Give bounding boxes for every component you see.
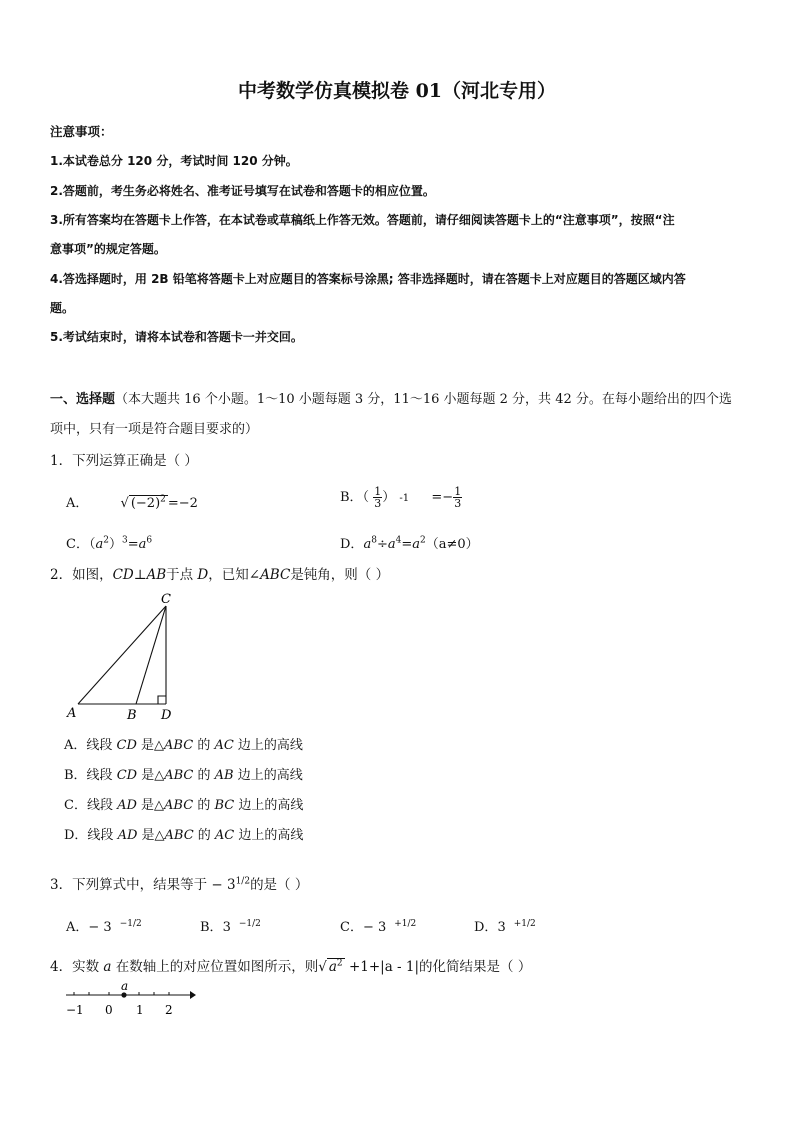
text: 是△ — [136, 798, 165, 813]
exponent: -1 — [399, 493, 410, 504]
note-line: 2.答题前，考生务必将姓名、准考证号填写在试卷和答题卡的相应位置。 — [50, 184, 435, 198]
numerator: 1 — [454, 485, 462, 498]
section-desc-cont: 项中，只有一项是符合题目要求的） — [50, 422, 259, 437]
fraction — [373, 486, 382, 509]
q2-option-d — [64, 824, 303, 843]
exponent: −1/2 — [238, 918, 261, 929]
q1-option-b — [340, 486, 462, 509]
q1-option-c — [66, 533, 152, 552]
label-d: D — [161, 708, 172, 723]
note-line: 题。 — [50, 301, 75, 315]
q2-stem — [50, 563, 389, 583]
exponent: 2 — [420, 535, 426, 546]
exponent: +1/2 — [394, 918, 417, 929]
exponent: 3 — [121, 535, 128, 546]
point: D — [197, 567, 209, 583]
segment: CD — [116, 768, 138, 783]
q3-option-d — [474, 916, 536, 935]
note-line: 3.所有答案均在答题卡上作答，在本试卷或草稿纸上作答无效。答题前，请仔细阅读答题卡上的“注意事项”，按照“注 — [50, 213, 675, 227]
q2-option-a — [64, 734, 303, 753]
axis-arrow — [190, 991, 196, 999]
base: a — [387, 537, 396, 552]
text: 边上的高线 — [234, 798, 304, 813]
exponent: −1/2 — [119, 918, 142, 929]
option-label: B． — [200, 920, 223, 935]
tick-label: −1 — [66, 1003, 84, 1017]
fraction — [453, 486, 462, 509]
point-label: a — [121, 980, 129, 993]
text: 边上的高线 — [234, 828, 304, 843]
expr: 3 — [222, 920, 231, 935]
tick-label: 0 — [105, 1003, 113, 1017]
right-angle-mark — [158, 696, 166, 704]
text: 是△ — [137, 828, 165, 843]
side: BC — [214, 798, 235, 813]
section-heading — [50, 388, 732, 407]
exponent: 6 — [146, 535, 153, 546]
q1-stem: 1．下列运算正确是（ ） — [50, 453, 198, 469]
page-title: 中考数学仿真模拟卷 01（河北专用） — [237, 80, 557, 102]
denominator: 3 — [374, 497, 382, 510]
option-label: C．（ — [66, 537, 96, 552]
rhs: =−2 — [167, 496, 198, 511]
base: a — [95, 537, 104, 552]
text: C．线段 — [64, 798, 118, 813]
exponent: +1/2 — [513, 918, 536, 929]
segment: AB — [146, 567, 167, 583]
triangle: ABC — [164, 828, 194, 843]
tick-label: 2 — [165, 1003, 173, 1017]
text: 的 — [193, 798, 215, 813]
segment: CD — [112, 567, 134, 583]
option-label: B．（ — [340, 490, 370, 505]
denominator: 3 — [454, 497, 462, 510]
expr: − 3 — [362, 920, 387, 935]
option-label: D． — [474, 920, 498, 935]
note-line: 1.本试卷总分 120 分，考试时间 120 分钟。 — [50, 154, 298, 168]
radicand: a — [328, 959, 337, 975]
equals: = — [401, 537, 413, 552]
expr: − 3 — [88, 920, 112, 935]
text: 的 — [193, 738, 215, 753]
note-line: 5.考试结束时，请将本试卷和答题卡一并交回。 — [50, 330, 303, 344]
q1-option-d — [340, 533, 479, 552]
q2-option-b — [64, 764, 303, 783]
text: A．线段 — [64, 738, 117, 753]
condition: （a≠0） — [425, 537, 479, 552]
side: AC — [214, 828, 235, 843]
side: AC — [214, 738, 234, 753]
triangle: ABC — [164, 798, 194, 813]
option-label: C． — [340, 920, 363, 935]
text: 是△ — [137, 768, 165, 783]
q4-stem — [50, 955, 531, 975]
paren: ） — [108, 537, 122, 552]
q3-option-a — [66, 916, 142, 935]
variable: a — [103, 959, 112, 975]
label-c: C — [161, 592, 171, 607]
text: +1+|a - 1|的化简结果是（ ） — [344, 959, 532, 975]
note-line: 4.答选择题时，用 2B 铅笔将答题卡上对应题目的答案标号涂黑; 答非选择题时，请在答题卡上对应题目的答题区域内答 — [50, 272, 686, 286]
text: 4．实数 — [50, 959, 104, 975]
text: 的 — [193, 768, 215, 783]
base: a — [412, 537, 421, 552]
base: a — [138, 537, 147, 552]
equals: =− — [431, 490, 454, 505]
note-line: 意事项”的规定答题。 — [50, 242, 166, 256]
q1-option-a — [66, 492, 198, 511]
divide: ÷ — [376, 537, 388, 552]
option-label: A． — [66, 496, 89, 511]
notes-heading: 注意事项： — [50, 124, 113, 139]
text: D．线段 — [64, 828, 118, 843]
perp: ⊥ — [133, 567, 147, 583]
q3-stem — [50, 873, 308, 893]
point-a — [121, 992, 126, 997]
segment: CD — [116, 738, 137, 753]
section-desc: （本大题共 16 个小题。1～10 小题每题 3 分，11～16 小题每题 2 分，共 42 分。在每小题给出的四个选 — [115, 392, 732, 407]
exponent: 1/2 — [235, 876, 251, 887]
section-title: 一、选择题 — [50, 392, 116, 407]
exponent: 2 — [160, 494, 166, 505]
exponent: 8 — [371, 535, 377, 546]
text: 3．下列算式中，结果等于 − 3 — [50, 877, 236, 893]
text: 是钝角，则（ ） — [290, 567, 390, 583]
q3-option-c — [340, 916, 416, 935]
expr: 3 — [497, 920, 506, 935]
exponent: 2 — [336, 958, 343, 969]
triangle-figure — [60, 590, 190, 725]
line-bc — [136, 606, 166, 704]
text: 边上的高线 — [233, 768, 303, 783]
base: a — [363, 537, 372, 552]
sqrt-sign: √ — [318, 959, 327, 975]
q3-option-b — [200, 916, 261, 935]
triangle: ABC — [164, 738, 194, 753]
exponent: 2 — [103, 535, 109, 546]
text: B．线段 — [64, 768, 117, 783]
segment: AD — [117, 828, 138, 843]
tick-label: 1 — [136, 1003, 144, 1017]
radicand: (−2) — [130, 496, 161, 511]
q2-option-c — [64, 794, 303, 813]
segment: AD — [117, 798, 137, 813]
exponent: 4 — [395, 535, 402, 546]
number-line — [60, 980, 200, 1020]
line-ac — [78, 606, 166, 704]
text: 的是（ ） — [250, 877, 309, 893]
text: 边上的高线 — [233, 738, 303, 753]
option-label: A． — [66, 920, 89, 935]
text: 2．如图， — [50, 567, 113, 583]
triangle: ABC — [164, 768, 194, 783]
text: 是△ — [136, 738, 165, 753]
text: 在数轴上的对应位置如图所示，则 — [111, 959, 319, 975]
option-label: D． — [340, 537, 364, 552]
equals: = — [127, 537, 139, 552]
text: ，已知∠ — [208, 567, 261, 583]
paren: ） — [382, 490, 396, 505]
numerator: 1 — [374, 485, 382, 498]
angle: ABC — [260, 567, 291, 583]
side: AB — [214, 768, 234, 783]
label-b: B — [127, 708, 137, 723]
text: 于点 — [166, 567, 198, 583]
label-a: A — [67, 706, 77, 721]
sqrt-sign: √ — [120, 496, 129, 511]
text: 的 — [193, 828, 215, 843]
